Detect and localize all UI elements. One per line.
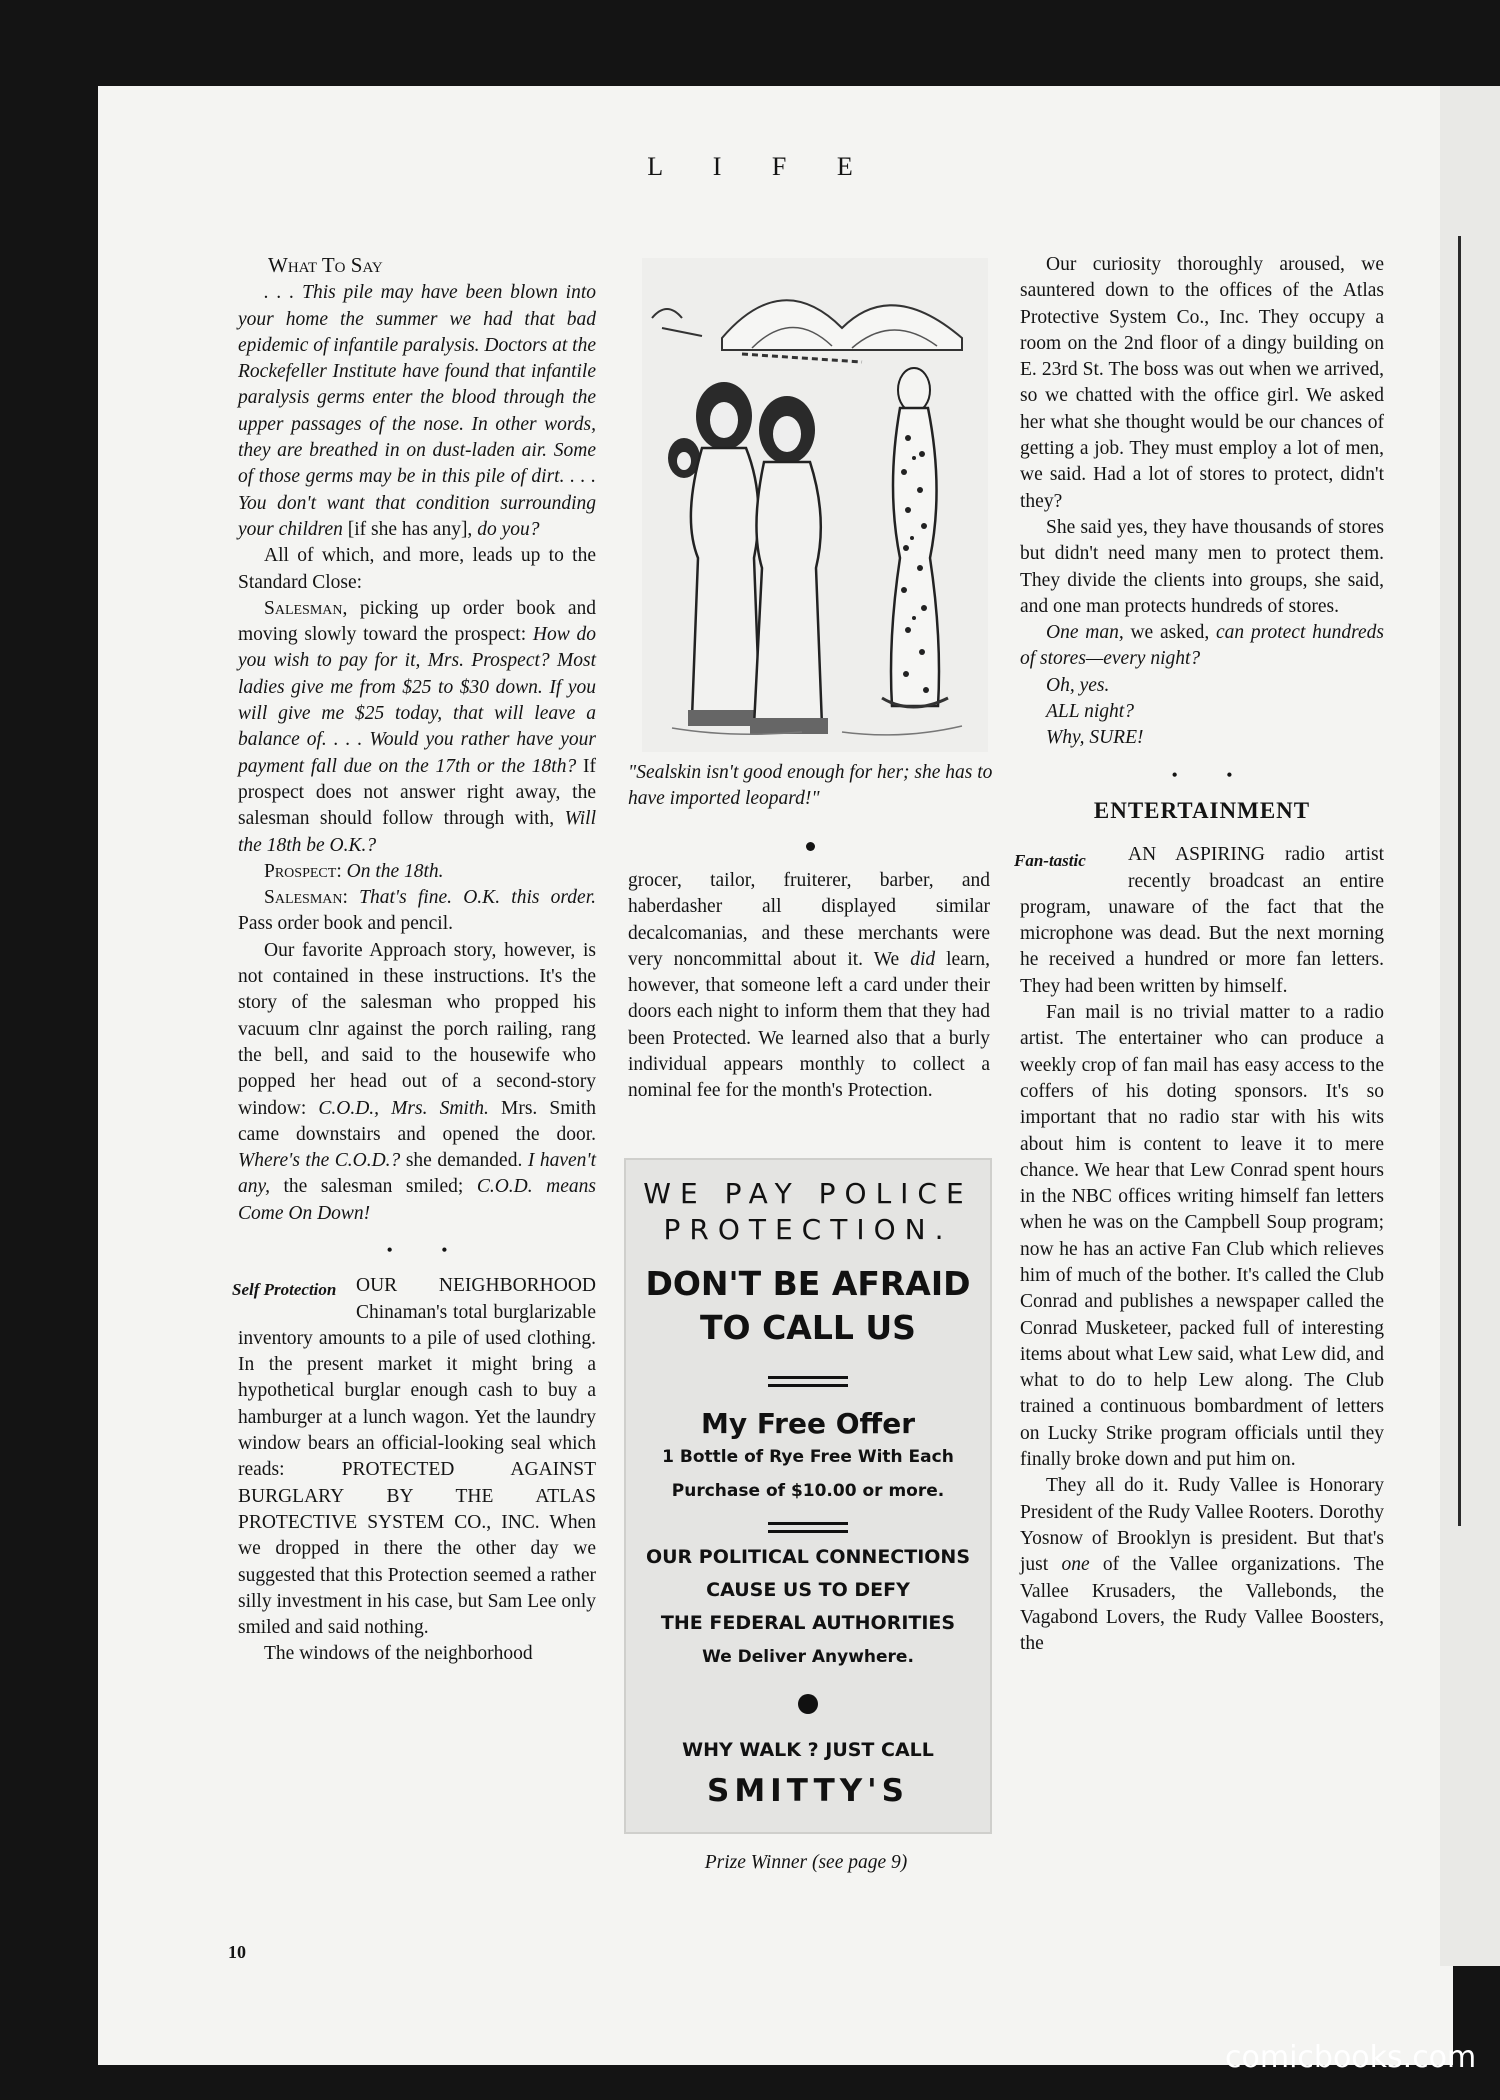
approach-story: Our favorite Approach story, however, is not contained in these instructions. It's the story of the salesman who propped his vacuum clnr against the porch railing, rang the bell, and said to the housewife who popped her head out of a second-story window: C.O.D., Mrs. Smith. Mrs. Smith came downstairs and opened the door. Where's the C.O.D.? she demanded. I haven't any, the salesman smiled; C.O.D. means Come On Down! bbox=[238, 939, 597, 1224]
paragraph-curiosity: Our curiosity thoroughly aroused, we sauntered down to the offices of the Atlas Protective System Co., Inc. They occupy a room on the 2nd floor of a dingy building on E. 23rd St. The boss was out when we arrived, so we chatted with the office girl. We asked her what she thought would be our chances of getting a job. They must employ a lot of men, we said. Had a lot of stores to protect, didn't they? bbox=[1020, 254, 1384, 512]
dot-separator bbox=[806, 842, 815, 851]
section-bullets: • • bbox=[386, 1239, 470, 1260]
ad-offer-line: 1 Bottle of Rye Free With Each bbox=[662, 1447, 954, 1467]
facing-page-edge bbox=[1440, 86, 1500, 1966]
column-right bbox=[1014, 252, 1384, 1657]
dialogue-line: Oh, yes. bbox=[1046, 674, 1110, 696]
smittys-advertisement bbox=[624, 1158, 992, 1834]
paragraph-standard-close: All of which, and more, leads up to the Standard Close: bbox=[238, 545, 596, 593]
fan-tastic-paragraph: Fan-tastic AN ASPIRING radio artist recently broadcast an entire program, unaware of the fact that the microphone was dead. But the next morning he received a hundred or more fan letters. They had been written by himself. bbox=[1014, 844, 1384, 997]
watermark: comicbooks.com bbox=[1225, 2040, 1477, 2075]
ad-offer-line: Purchase of $10.00 or more. bbox=[671, 1481, 945, 1501]
salesman-dialogue-2: Salesman: That's fine. O.K. this order. Pass order book and pencil. bbox=[238, 887, 596, 935]
ad-deliver-line: We Deliver Anywhere. bbox=[702, 1647, 914, 1667]
section-title-entertainment: ENTERTAINMENT bbox=[1093, 797, 1311, 823]
sales-quote: . . . This pile may have been blown into your home the summer we had that bad epidemic of infantile paralysis. Doctors at the Rockefeller Institute have found that infantile paralysis germs enter the blood through the upper passages of the nose. In other words, they are breathed in on dust-laden air. Some of those germs may be in this pile of dirt. . . . You don't want that condition surrounding your children [if she has any], do you? bbox=[238, 282, 596, 540]
ad-political-line: OUR POLITICAL CONNECTIONS bbox=[645, 1546, 971, 1568]
sidehead-self-protection: Self Protection bbox=[232, 1280, 337, 1300]
paragraph-fan-mail: Fan mail is no trivial matter to a radio artist. The entertainer who can produce a weekly crop of fan mail has easy access to the coffers of his doting sponsors. It's so important that no radio star with his wits about him is content to leave it to mere chance. We hear that Lew Conrad spent hours in the NBC offices writing himself fan letters when he was on the Campbell Soup program; now he has an active Fan Club which relieves him of much of the bother. It's called the Club Conrad and publishes a newspaper called the Conrad Musketeer, packed full of interesting items about what Lew said, what Lew did, and what to do to help Lew along. The Club trained a continuous bombardment of letters on Lucky Strike program officials until they finally broke down and put him on. bbox=[1020, 1002, 1384, 1471]
page-header: L I F E bbox=[647, 152, 875, 181]
page-number: 10 bbox=[228, 1942, 246, 1962]
ad-rule bbox=[768, 1384, 848, 1387]
column-middle bbox=[628, 868, 990, 1105]
ad-caption: Prize Winner (see page 9) bbox=[704, 1852, 908, 1873]
facing-page-rule bbox=[1458, 236, 1461, 1526]
paragraph-one-man: One man, we asked, can protect hundreds of stores—every night? bbox=[1020, 622, 1384, 670]
ad-business-name: SMITTY'S bbox=[707, 1773, 909, 1809]
self-protection-paragraph: Self Protection OUR NEIGHBORHOOD Chinaman's total burglarizable inventory amounts to a pile of used clothing. In the present market it might bring a hypothetical burglar enough cash to buy a hamburger at a lunch wagon. Yet the laundry window bears an official-looking seal which reads: PROTECTED AGAINST BURGLARY BY THE ATLAS PROTECTIVE SYSTEM CO., INC. When we dropped in there the other day we suggested that this Protection seemed a rather silly investment in his case, but Sam Lee only smiled and said nothing. bbox=[232, 1275, 596, 1639]
ad-headline: WE PAY POLICE PROTECTION. bbox=[643, 1177, 973, 1246]
cartoon-drawing bbox=[642, 258, 988, 752]
ad-political-line: CAUSE US TO DEFY bbox=[706, 1579, 910, 1601]
paragraph-she-said: She said yes, they have thousands of stores but didn't need many men to protect them. They divide the clients into groups, she said, and one man protects hundreds of stores. bbox=[1020, 516, 1384, 617]
ad-offer-title: My Free Offer bbox=[700, 1407, 916, 1440]
ad-political-line: THE FEDERAL AUTHORITIES bbox=[660, 1612, 956, 1634]
paragraph-continues: The windows of the neighborhood bbox=[264, 1643, 533, 1665]
dialogue-line: Why, SURE! bbox=[1046, 727, 1144, 749]
cartoon-caption: "Sealskin isn't good enough for her; she has to have imported leopard!" bbox=[628, 762, 993, 809]
ad-rule bbox=[768, 1522, 848, 1525]
column-left bbox=[232, 252, 597, 1668]
sidehead-fan-tastic: Fan-tastic bbox=[1014, 851, 1086, 871]
paragraph-decalcomanias: grocer, tailor, fruiterer, barber, and haberdasher all displayed similar decalcomanias, and these merchants were very noncommittal about it. We did learn, however, that someone left a card under their doors each night to inform them that they had been Protected. We learned also that a burly individual appears monthly to collect a nominal fee for the month's Protection. bbox=[628, 870, 990, 1102]
ad-rule bbox=[768, 1376, 848, 1379]
section-bullets: • • bbox=[1171, 764, 1255, 785]
paragraph-rudy-vallee: They all do it. Rudy Vallee is Honorary President of the Rudy Vallee Rooters. Dorothy Yosnow of Brooklyn is president. But that's just one of the Vallee organizations. The Vallee Krusaders, the Vallebonds, the Vagabond Lovers, the Rudy Vallee Boosters, the bbox=[1020, 1475, 1384, 1655]
ad-call-us: DON'T BE AFRAID TO CALL US bbox=[645, 1264, 971, 1347]
ad-dot bbox=[798, 1694, 818, 1714]
dialogue-line: ALL night? bbox=[1046, 701, 1134, 723]
cartoon-illustration bbox=[642, 258, 988, 752]
prospect-dialogue: Prospect: On the 18th. bbox=[264, 860, 444, 882]
salesman-dialogue-1: Salesman, picking up order book and moving slowly toward the prospect: How do you wish to pay for it, Mrs. Prospect? Most ladies give me from $25 to $30 down. If you will give me $25 today, that will leave a balance of. . . . Would you rather have your payment fall due on the 17th or the 18th? If prospect does not answer right away, the salesman should follow through with, Will the 18th be O.K.? bbox=[238, 597, 596, 856]
subhead-what-to-say: What To Say bbox=[268, 253, 383, 277]
ad-why-walk: WHY WALK ? JUST CALL bbox=[682, 1739, 934, 1761]
